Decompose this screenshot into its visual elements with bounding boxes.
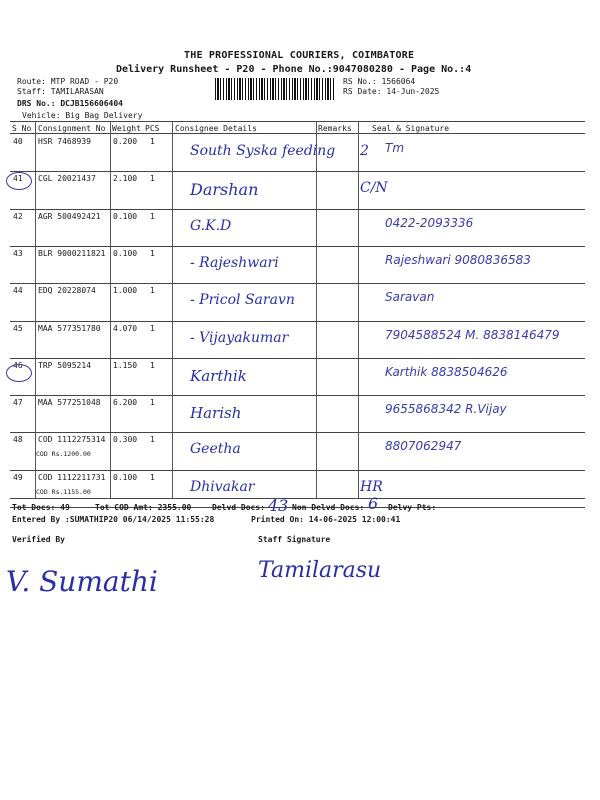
row-consignee-handwritten: G.K.D [190, 217, 232, 234]
vehicle-label: Vehicle: Big Bag Delivery [22, 111, 143, 120]
row-consignment: EDQ 20228074 [38, 286, 96, 296]
row-seal-handwritten: 0422-2093336 [385, 215, 474, 230]
table-top-rule [10, 121, 585, 122]
row-seal-handwritten: Rajeshwari 9080836583 [385, 252, 531, 267]
row-sno: 49 [13, 472, 23, 482]
row-consignee-handwritten: - Vijayakumar [190, 329, 289, 346]
row-sno: 43 [13, 248, 23, 258]
row-divider [10, 171, 585, 172]
row-pcs: 1 [150, 472, 155, 482]
row-weight: 0.100 [113, 472, 138, 482]
row-pcs: 1 [150, 435, 155, 445]
row-pcs: 1 [150, 137, 155, 146]
printed-on: Printed On: 14-06-2025 12:00:41 [251, 515, 401, 524]
total-docs: Tot Docs: 49 [12, 503, 70, 512]
row-pcs: 1 [150, 323, 155, 333]
row-sno: 48 [13, 435, 23, 445]
barcode [215, 78, 335, 100]
row-remarks-handwritten: HR [360, 478, 383, 495]
row-consignee-handwritten: - Rajeshwari [190, 254, 279, 271]
col-remarks: Remarks [318, 124, 352, 133]
row-sno: 40 [13, 137, 23, 146]
row-pcs: 1 [150, 398, 155, 408]
table-bottom-rule [10, 498, 585, 499]
row-consignee-handwritten: Harish [190, 404, 242, 423]
rs-number: RS No.: 1566064 [343, 77, 416, 86]
row-consignment: CGL 20021437 [38, 174, 96, 184]
col-seal: Seal & Signature [372, 124, 450, 133]
row-remarks-handwritten: C/N [360, 180, 388, 197]
row-sno: 42 [13, 211, 23, 221]
row-weight: 0.100 [113, 211, 138, 221]
col-divider [172, 121, 173, 498]
runsheet-subtitle: Delivery Runsheet - P20 - Phone No.:9047080280 - Page No.:4 [116, 64, 472, 75]
row-consignment: COD 1112211731 [38, 472, 106, 482]
row-pcs: 1 [150, 174, 155, 184]
row-weight: 4.070 [113, 323, 138, 333]
row-seal-handwritten: 9655868342 R.Vijay [385, 402, 507, 417]
staff-signature: Tamilarasu [258, 558, 382, 583]
row-pcs: 1 [150, 248, 155, 258]
row-consignment: BLR 9000211821 [38, 248, 106, 258]
col-sno: S No [12, 124, 32, 133]
delivered-docs: Delvd Docs: [212, 503, 265, 512]
row-sno: 44 [13, 286, 23, 296]
row-seal-handwritten: 8807062947 [385, 439, 462, 454]
row-sno: 45 [13, 323, 23, 333]
row-seal-handwritten: Tm [385, 141, 405, 155]
total-cod: Tot COD Amt: 2355.00 [95, 503, 192, 512]
circle-mark [6, 172, 32, 190]
non-delivered-count-handwritten: 6 [368, 494, 379, 513]
col-pcs: PCS [145, 124, 160, 133]
delivered-count-handwritten: 43 [268, 496, 289, 515]
row-weight: 2.100 [113, 174, 138, 184]
row-divider [10, 395, 585, 396]
row-sno: 47 [13, 398, 23, 408]
row-consignee-handwritten: Geetha [190, 441, 241, 458]
row-seal-handwritten: Saravan [385, 290, 435, 305]
row-remarks-handwritten: 2 [360, 143, 369, 159]
col-divider [358, 121, 359, 498]
row-seal-handwritten: 7904588524 M. 8838146479 [385, 327, 560, 342]
row-divider [10, 246, 585, 247]
staff-label: Staff: TAMILARASAN [17, 87, 104, 96]
row-consignment: MAA 577351780 [38, 323, 101, 333]
row-cod-amount: COD Rs.1155.00 [36, 487, 91, 496]
row-weight: 0.300 [113, 435, 138, 445]
row-divider [10, 321, 585, 322]
row-consignee-handwritten: South Syska feeding [190, 143, 336, 159]
row-weight: 6.200 [113, 398, 138, 408]
row-pcs: 1 [150, 360, 155, 370]
row-consignment: MAA 577251048 [38, 398, 101, 408]
route-label: Route: MTP ROAD - P20 [17, 77, 119, 86]
row-consignee-handwritten: Karthik [190, 366, 247, 385]
row-weight: 1.000 [113, 286, 138, 296]
row-divider [10, 283, 585, 284]
row-consignee-handwritten: Dhivakar [190, 478, 255, 495]
verified-signature: V. Sumathi [6, 565, 158, 598]
staff-signature-label: Staff Signature [258, 535, 331, 544]
col-divider [35, 121, 36, 498]
rs-date: RS Date: 14-Jun-2025 [343, 87, 440, 96]
row-seal-handwritten: Karthik 8838504626 [385, 364, 508, 379]
drs-number: DRS No.: DCJB156606404 [17, 99, 123, 108]
row-sno: 46 [13, 360, 23, 370]
row-consignment: TRP 5095214 [38, 360, 91, 370]
row-consignment: HSR 7468939 [38, 137, 91, 146]
col-weight: Weight [112, 124, 141, 133]
row-weight: 0.100 [113, 248, 138, 258]
col-consignee: Consignee Details [175, 124, 257, 133]
row-consignment: COD 1112275314 [38, 435, 106, 445]
row-cod-amount: COD Rs.1200.00 [36, 450, 91, 459]
entered-by: Entered By :SUMATHIP20 06/14/2025 11:55:28 [12, 515, 215, 524]
row-sno: 41 [13, 174, 23, 184]
col-divider [110, 121, 111, 498]
row-divider [10, 358, 585, 359]
row-pcs: 1 [150, 286, 155, 296]
table-header-rule [10, 133, 585, 134]
row-divider [10, 432, 585, 433]
verified-by-label: Verified By [12, 535, 65, 544]
company-title: THE PROFESSIONAL COURIERS, COIMBATORE [184, 50, 415, 61]
non-delivered-docs: Non Delvd Docs: [292, 503, 365, 512]
delivery-points: Delvy Pts: [388, 503, 437, 512]
row-divider [10, 209, 585, 210]
col-consignment: Consignment No [38, 124, 106, 133]
row-pcs: 1 [150, 211, 155, 221]
row-consignment: AGR 500492421 [38, 211, 101, 221]
circle-mark [6, 364, 32, 382]
row-consignee-handwritten: - Pricol Saravn [190, 292, 295, 309]
row-weight: 1.150 [113, 360, 138, 370]
row-divider [10, 470, 585, 471]
col-divider [316, 121, 317, 498]
row-consignee-handwritten: Darshan [190, 180, 259, 200]
row-weight: 0.200 [113, 137, 138, 146]
